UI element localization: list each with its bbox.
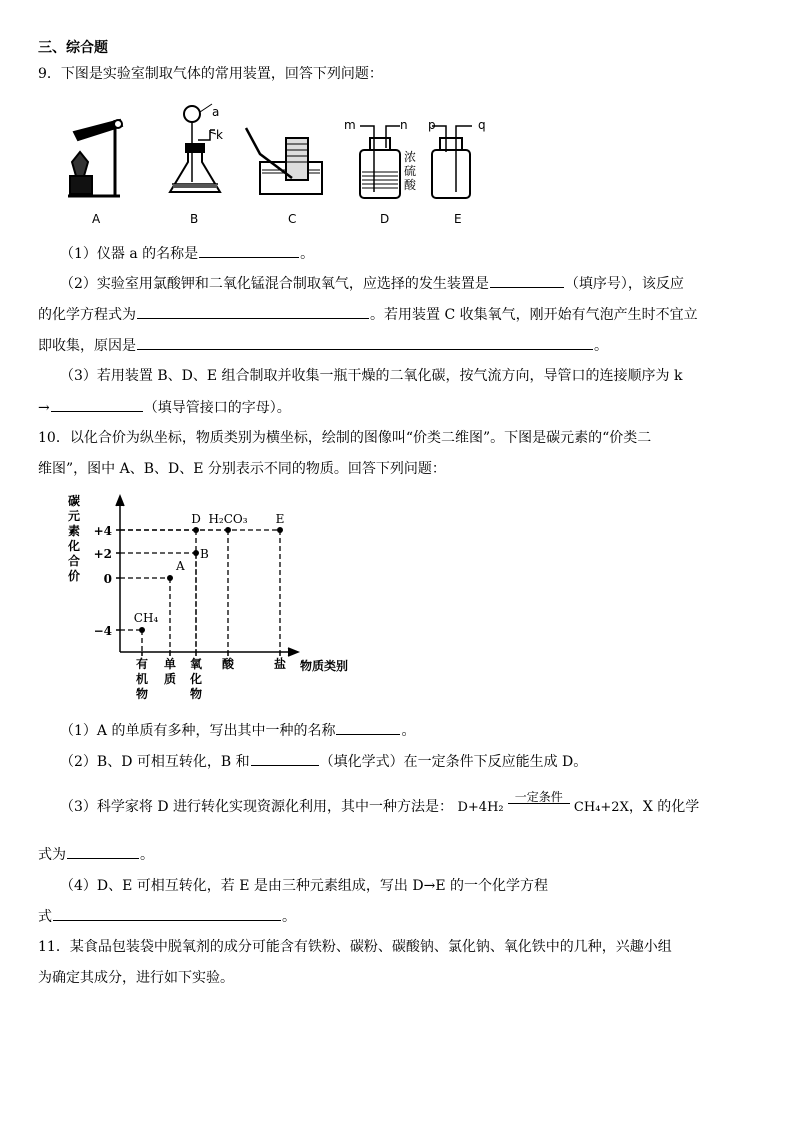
y-tick-label: +4 xyxy=(93,524,112,538)
q9-p1-blank[interactable] xyxy=(199,243,299,258)
port-label-q: q xyxy=(478,118,486,132)
x-category-label: 氧 xyxy=(189,657,203,671)
y-tick-label: 0 xyxy=(103,572,112,586)
q10-p1: （1）A 的单质有多种，写出其中一种的名称 。 xyxy=(60,720,415,741)
acid-label: 浓 硫 酸 xyxy=(404,150,417,192)
q9-stem: 9．下图是实验室制取气体的常用装置，回答下列问题： xyxy=(38,66,383,82)
data-point-label: H₂CO₃ xyxy=(208,512,248,526)
data-point xyxy=(277,527,283,533)
chart-x-axis-title: 物质类别 xyxy=(300,659,349,673)
q10-p3: （3）科学家将 D 进行转化实现资源化利用，其中一种方法是： D+4H₂ 一定条件 CH₄+2X，X 的化学 xyxy=(60,797,699,818)
q9-p2-equation-blank[interactable] xyxy=(137,304,369,319)
x-category-label: 物 xyxy=(189,687,203,701)
port-label-k: k xyxy=(216,128,223,142)
data-point-label: A xyxy=(176,559,185,573)
q9-p2-line1: （2）实验室用氯酸钾和二氧化锰混合制取氧气，应选择的发生装置是 （填序号），该反应 xyxy=(60,273,684,294)
q9-p2-line3: 即收集，原因是 。 xyxy=(38,335,608,356)
q10-p3-line2: 式为 。 xyxy=(38,844,154,865)
x-category-label: 质 xyxy=(163,672,177,686)
x-category-label: 单 xyxy=(163,657,177,671)
q10-equation-condition: 一定条件 xyxy=(514,790,563,804)
port-label-a: a xyxy=(212,105,220,119)
data-point-label: D xyxy=(191,512,201,526)
port-label-p: p xyxy=(428,118,436,132)
apparatus-label-c: C xyxy=(288,212,297,226)
q10-p1-blank[interactable] xyxy=(336,720,400,735)
q9-p2-line2: 的化学方程式为 。若用装置 C 收集氧气，刚开始有气泡产生时不宜立 xyxy=(38,304,698,325)
q9-p3-line1: （3）若用装置 B、D、E 组合制取并收集一瓶干燥的二氧化碳，按气流方向，导管口的连接顺序为 k xyxy=(60,368,683,384)
y-tick-label: +2 xyxy=(93,547,112,561)
q9-p2-reason-blank[interactable] xyxy=(137,335,593,350)
apparatus-label-a: A xyxy=(92,212,101,226)
q9-p3-blank[interactable] xyxy=(51,397,143,412)
q9-p2-apparatus-blank[interactable] xyxy=(490,273,564,288)
q10-stem-line1: 10．以化合价为纵坐标，物质类别为横坐标，绘制的图像叫“价类二维图”。下图是碳元素的“价类二 xyxy=(38,430,652,446)
data-point xyxy=(167,575,173,581)
port-label-n: n xyxy=(400,118,408,132)
apparatus-label-e: E xyxy=(454,212,462,226)
section-title: 三、综合题 xyxy=(38,40,108,56)
q9-p1: （1）仪器 a 的名称是 。 xyxy=(60,243,314,264)
q11-stem-line1: 11．某食品包装袋中脱氧剂的成分可能含有铁粉、碳粉、碳酸钠、氯化钠、氧化铁中的几种，兴趣小组 xyxy=(38,939,672,955)
q10-p4-line2: 式 。 xyxy=(38,906,296,927)
y-tick-label: −4 xyxy=(93,624,112,638)
apparatus-label-d: D xyxy=(380,212,390,226)
q10-p3-blank[interactable] xyxy=(67,844,139,859)
x-category-label: 酸 xyxy=(221,657,235,671)
x-category-label: 化 xyxy=(189,672,203,686)
data-point xyxy=(139,627,145,633)
q9-p3-line2: → （填导管接口的字母）。 xyxy=(38,397,291,418)
x-category-label: 有 xyxy=(135,657,149,671)
chart-y-axis-title: 碳 元 素 化 合 价 xyxy=(68,494,81,583)
carbon-valence-chart xyxy=(60,490,380,710)
q10-p4-blank[interactable] xyxy=(53,906,281,921)
x-category-label: 物 xyxy=(135,687,149,701)
q10-p2-blank[interactable] xyxy=(251,751,319,766)
port-label-m: m xyxy=(344,118,356,132)
data-point-label: CH₄ xyxy=(133,611,159,625)
q10-equation: D+4H₂ 一定条件 CH₄+2X xyxy=(457,797,628,818)
q10-p4-line1: （4）D、E 可相互转化，若 E 是由三种元素组成，写出 D→E 的一个化学方程 xyxy=(60,878,548,894)
q11-stem-line2: 为确定其成分，进行如下实验。 xyxy=(38,970,234,986)
q10-p2: （2）B、D 可相互转化，B 和 （填化学式）在一定条件下反应能生成 D。 xyxy=(60,751,587,772)
data-point-label: E xyxy=(275,512,285,526)
q10-stem-line2: 维图”，图中 A、B、D、E 分别表示不同的物质。回答下列问题： xyxy=(38,461,446,477)
x-category-label: 盐 xyxy=(273,657,287,671)
x-category-label: 机 xyxy=(135,672,149,686)
apparatus-label-b: B xyxy=(190,212,199,226)
data-point-label: B xyxy=(200,547,209,561)
